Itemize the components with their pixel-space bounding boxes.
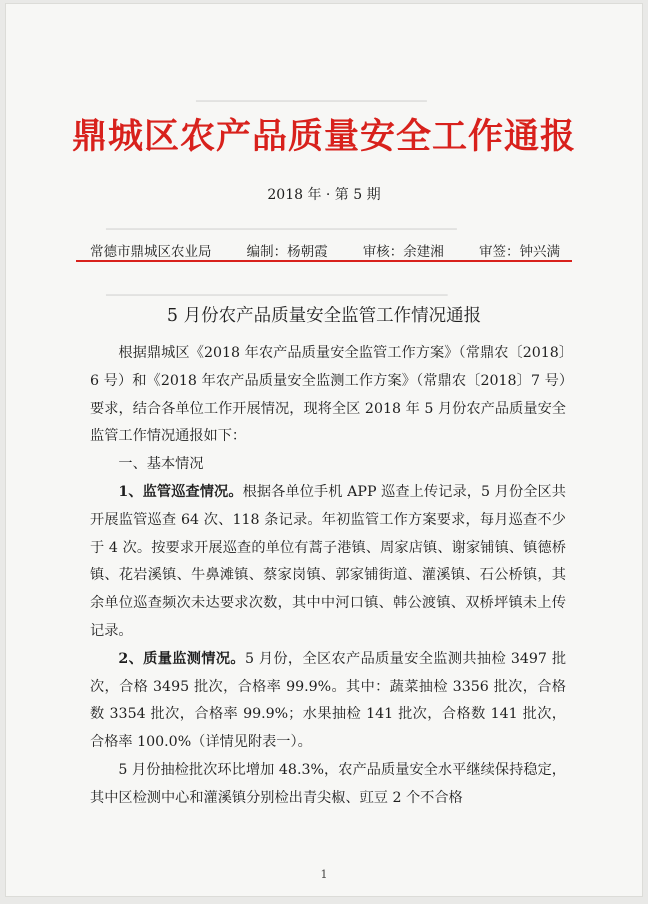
approver-credit: 审签：钟兴满 [478,244,560,260]
issue-number: 2018 年 · 第 5 期 [267,187,381,203]
paragraph-trend: 5 月份抽检批次环比增加 48.3%，农产品质量安全水平继续保持稳定，其中区检测中心和灌溪镇分别检出青尖椒、豇豆 2 个不合格 [90,761,566,806]
reviewer-credit: 审核：余建湘 [362,244,444,260]
document-page [6,4,642,896]
issuing-organization: 常德市鼎城区农业局 [90,244,212,260]
masthead-title: 鼎城区农产品质量安全工作通报 [71,116,576,157]
paragraph-monitoring-text: 5 月份，全区农产品质量安全监测共抽检 3497 批次，合格 3495 批次，合格率 99.9%。其中：蔬菜抽检 3356 批次，合格数 3354 批次，合格率 99.9%；水果抽检 141 批次，合格数 141 批次，合格率 100.0%（详情见附表一）。 [90,650,567,751]
red-divider-rule [76,260,572,262]
paragraph-monitoring-heading: 2、质量监测情况。 [118,650,245,667]
paragraph-monitoring [90,646,566,757]
editor-credit: 编制：杨朝霞 [246,244,328,260]
document-meta-line [90,240,560,260]
show-through-decoration: ▁▁▁▁▁▁▁▁▁▁▁▁▁▁▁▁▁▁▁▁▁▁▁▁▁▁▁▁▁▁▁▁▁▁▁▁▁▁ [106,216,457,230]
page-number: 1 [320,868,328,881]
show-through-decoration: ▁▁▁▁▁▁▁▁▁▁▁▁▁▁▁▁▁▁▁▁▁▁▁▁▁ [196,88,427,102]
paragraph-inspection-text: 根据各单位手机 APP 巡查上传记录，5 月份全区共开展监管巡查 64 次、118 条记录。年初监管工作方案要求，每月巡查不少于 4 次。按要求开展巡查的单位有蒿子港镇、周家店镇、谢家铺镇、镇德桥镇、花岩溪镇、牛鼻滩镇、蔡家岗镇、郭家铺街道、灌溪镇、石公桥镇，其余单位巡查频次未达要求次数，其中中河口镇、韩公渡镇、双桥坪镇未上传记录。 [90,483,566,639]
intro-paragraph: 根据鼎城区《2018 年农产品质量安全监管工作方案》（常鼎农〔2018〕6 号）和《2018 年农产品质量安全监测工作方案》（常鼎农〔2018〕7 号）要求，结合各单位工作开展情况，现将全区 2018 年 5 月份农产品质量安全监管工作情况通报如下： [90,345,566,445]
paragraph-inspection [90,479,566,646]
paragraph-inspection-heading: 1、监管巡查情况。 [118,483,243,500]
show-through-decoration: ▁▁▁▁▁▁▁▁▁▁▁▁▁▁▁▁▁▁▁▁▁▁▁▁▁▁▁▁▁▁▁▁▁▁▁▁▁ [106,282,448,296]
section-heading: 一、基本情况 [118,456,204,473]
document-title: 5 月份农产品质量安全监管工作情况通报 [166,306,482,326]
document-body [90,340,566,813]
